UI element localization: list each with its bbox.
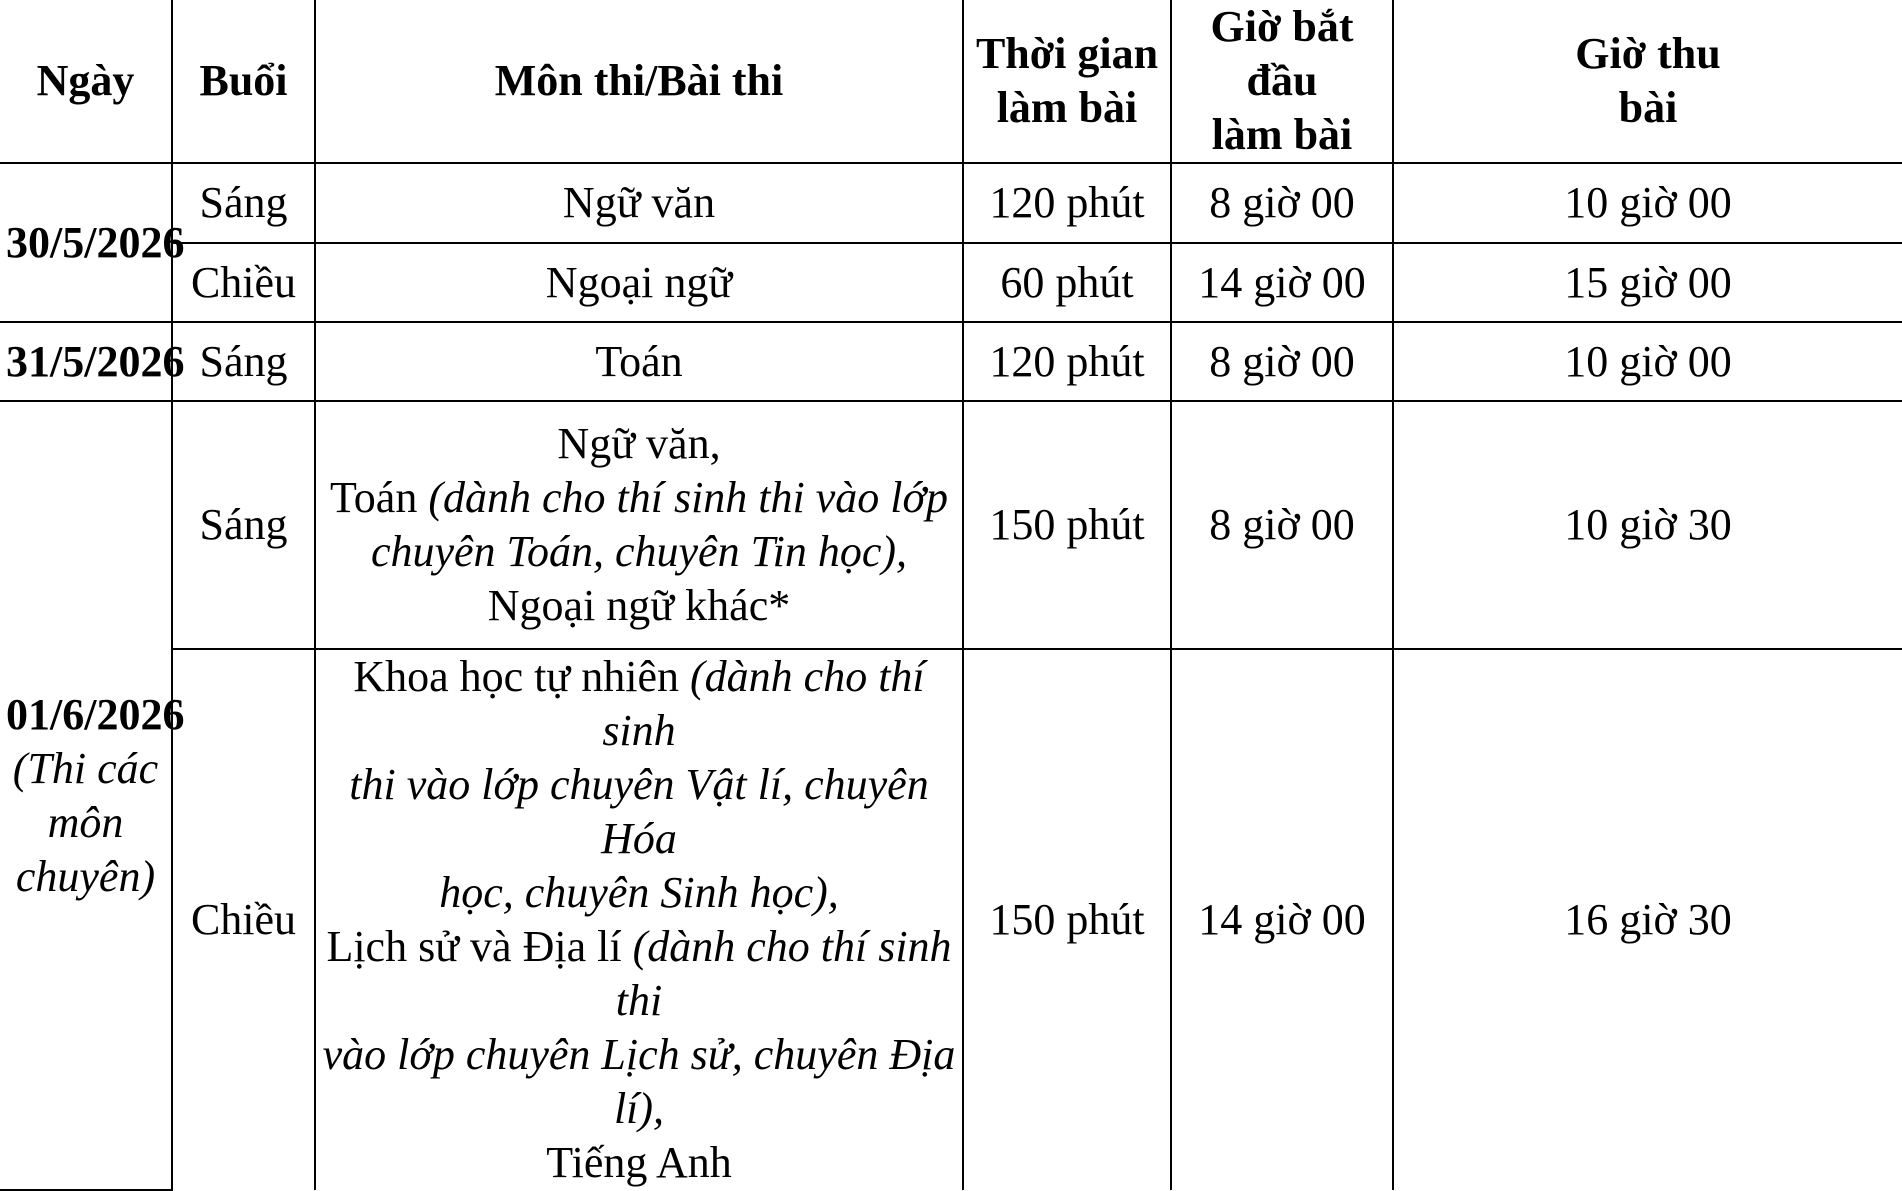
start-time-cell: 14 giờ 00 [1171, 243, 1393, 322]
date-note-line-3: chuyên) [15, 851, 156, 901]
subject-cell [315, 401, 963, 649]
end-time-cell: 10 giờ 00 [1393, 322, 1902, 401]
date-note-line-1: (Thi các [12, 743, 159, 793]
session-cell: Sáng [172, 163, 315, 243]
header-thoi-gian-line-2: làm bài [996, 83, 1138, 132]
subject-line: Tiếng Anh [546, 1138, 732, 1187]
duration-cell: 120 phút [963, 163, 1171, 243]
subject-text: Khoa học tự nhiên [353, 652, 691, 701]
start-time-cell: 14 giờ 00 [1171, 649, 1393, 1190]
subject-cell: Ngữ văn [315, 163, 963, 243]
duration-cell: 60 phút [963, 243, 1171, 322]
header-thoi-gian-line-1: Thời gian [975, 29, 1159, 78]
subject-line [322, 650, 956, 758]
date-note-line-2: môn [47, 797, 124, 847]
session-cell: Chiều [172, 243, 315, 322]
table-row [0, 322, 1902, 401]
header-gio-thu-bai-line-2: bài [1618, 83, 1678, 132]
subject-note-line: thi vào lớp chuyên Vật lí, chuyên Hóa [349, 760, 929, 863]
start-time-cell: 8 giờ 00 [1171, 401, 1393, 649]
header-buoi: Buổi [172, 0, 315, 163]
header-gio-bat-dau-line-1: Giờ bắt đầu [1210, 2, 1354, 105]
session-cell: Sáng [172, 401, 315, 649]
header-gio-thu-bai [1393, 0, 1902, 163]
header-thoi-gian [963, 0, 1171, 163]
date-cell-specialized [0, 401, 185, 1190]
duration-cell: 150 phút [963, 401, 1171, 649]
subject-line [322, 471, 956, 525]
header-gio-bat-dau-line-2: làm bài [1211, 110, 1353, 159]
subject-line [322, 920, 956, 1028]
end-time-cell: 15 giờ 00 [1393, 243, 1902, 322]
subject-note-line: vào lớp chuyên Lịch sử, chuyên Địa lí), [322, 1030, 956, 1133]
date-text: 01/6/2026 [6, 689, 185, 739]
subject-cell: Ngoại ngữ [315, 243, 963, 322]
header-gio-bat-dau [1171, 0, 1393, 163]
duration-cell: 150 phút [963, 649, 1171, 1190]
table-row [0, 163, 1902, 243]
start-time-cell: 8 giờ 00 [1171, 163, 1393, 243]
subject-text: Toán [329, 473, 429, 522]
date-cell: 31/5/2026 [0, 322, 172, 401]
session-cell: Sáng [172, 322, 315, 401]
header-ngay: Ngày [0, 0, 172, 163]
subject-text: Lịch sử và Địa lí [326, 922, 633, 971]
table-row [0, 401, 1902, 649]
header-row [0, 0, 1902, 163]
subject-note: (dành cho thí sinh [602, 652, 925, 755]
end-time-cell: 10 giờ 30 [1393, 401, 1902, 649]
duration-cell: 120 phút [963, 322, 1171, 401]
subject-note-line: học, chuyên Sinh học), [439, 868, 839, 917]
subject-note: (dành cho thí sinh thi [615, 922, 952, 1025]
end-time-cell: 10 giờ 00 [1393, 163, 1902, 243]
subject-note-line: chuyên Toán, chuyên Tin học), [370, 527, 908, 576]
header-mon-thi: Môn thi/Bài thi [315, 0, 963, 163]
subject-cell [315, 649, 963, 1190]
subject-note: (dành cho thí sinh thi vào lớp [428, 473, 948, 522]
subject-cell: Toán [315, 322, 963, 401]
date-cell: 30/5/2026 [0, 163, 172, 322]
table-row [0, 243, 1902, 322]
session-cell: Chiều [172, 649, 315, 1190]
end-time-cell: 16 giờ 30 [1393, 649, 1902, 1190]
subject-line: Ngoại ngữ khác* [487, 581, 791, 630]
header-gio-thu-bai-line-1: Giờ thu [1575, 29, 1721, 78]
start-time-cell: 8 giờ 00 [1171, 322, 1393, 401]
subject-line: Ngữ văn, [557, 419, 721, 468]
table-row [0, 649, 1902, 1190]
